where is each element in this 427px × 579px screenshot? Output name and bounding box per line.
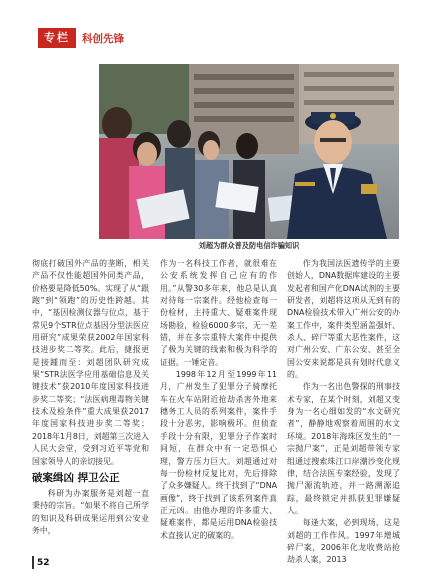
paragraph: 作为一名出色警探的刑事技术专家，在某个时刻，刘超又变身为一名心细如发的“水文研究者”，静静地观察着周围的水文环境。2018年海珠区发生的“一宗抛尸案”，正是刘超带领专家组通过搜索珠江口岸潮沙变化规律，结合法医专案经验，发现了抛尸源流轨迹，并一路溯源追踪，最终锁定并抓获犯罪嫌疑人。: [287, 382, 400, 515]
article-photo: [99, 64, 399, 239]
section-title: 科创先锋: [82, 33, 124, 45]
text-column-1: [32, 258, 149, 537]
page-number: 52: [37, 558, 50, 568]
paragraph: 作为一名科技工作者，就很难在公安系统发挥自己应有的作用。”从警30多年来，他总是认真对待每一宗案件。经他检查每一份检材，主持重大、疑难案件现场勘验，检验6000多宗，无一差错，并在多宗重特大案件中提供了极为关键的线索和极为科学的证据。一锤定音。: [160, 259, 277, 367]
paragraph: 科研为办案服务是刘超一直秉持的宗旨。“如果不将自己所学的知识及科研成果运用到公安业务中，: [32, 488, 149, 535]
photo-caption: 刘超为群众普及防电信诈骗知识: [198, 241, 300, 250]
paragraph: 每逢大案，必到现场，这是刘超的工作作风。1997年增城碎尸案，2006年化龙收费站抢劫杀人案，2013: [287, 518, 400, 565]
paragraph: 彻底打破国外产品的垄断，相关产品不仅性能超国外同类产品，价格要是降低50%。实现了从“跟跑”到“领跑”的历史性跨越。其中，“基因检测仪器与位点，基于常见9个STR位点基因分型法医应用研究”成果荣获2002年国家科技进步奖二等奖。此后，捷报更是接踵而至：刘超团队研究成果“STR法医学应用基础信息及关键技术”获2010年度国家科技进步奖二等奖；“法医病理毒物关键技术及检条件”重大成果获2017年度国家科技进步奖二等奖；2018年1月8日，刘超第三次进入人民大会堂，受到习近平等党和国家领导人的亲切接见。: [32, 259, 149, 466]
subheading: 破案缉凶 捍卫公正: [32, 471, 120, 484]
paragraph: 1998年12月至1999年11月，广州发生了犯罪分子骑摩托车在火车站附近抢劫杀害外地来穗务工人员的系列案件，案件手段十分恶劣，影响极坏。但侦查手段十分有限，犯罪分子作案时间短，在群众中有一定恐惧心理，警方压力巨大。刘超通过对每一份检材反复比对，先后排除了众多嫌疑人。终于找到了“DNA画像”，终于找到了该系列案件真正元凶。由他办理的许多重大、疑难案件，都是运用DNA检验技术直接认定的破案的。: [160, 370, 277, 540]
text-column-2: [160, 258, 277, 542]
page-number-bar: [32, 556, 34, 569]
paragraph: 作为我国法医遗传学的主要创始人，DNA数据库建设的主要发起者和国产化DNA试剂的主要研发者，刘超将这项从无到有的DNA检验技术带入广州公安的办案工作中，案件类型涵盖强奸、杀人、碎尸等重大恶性案件，这对广州公安、广东公安、甚至全国公安来说都是具有划时代意义的。: [287, 259, 400, 380]
column-tag: 专栏: [38, 28, 76, 48]
page-header: [0, 28, 427, 50]
text-column-3: [287, 258, 400, 567]
